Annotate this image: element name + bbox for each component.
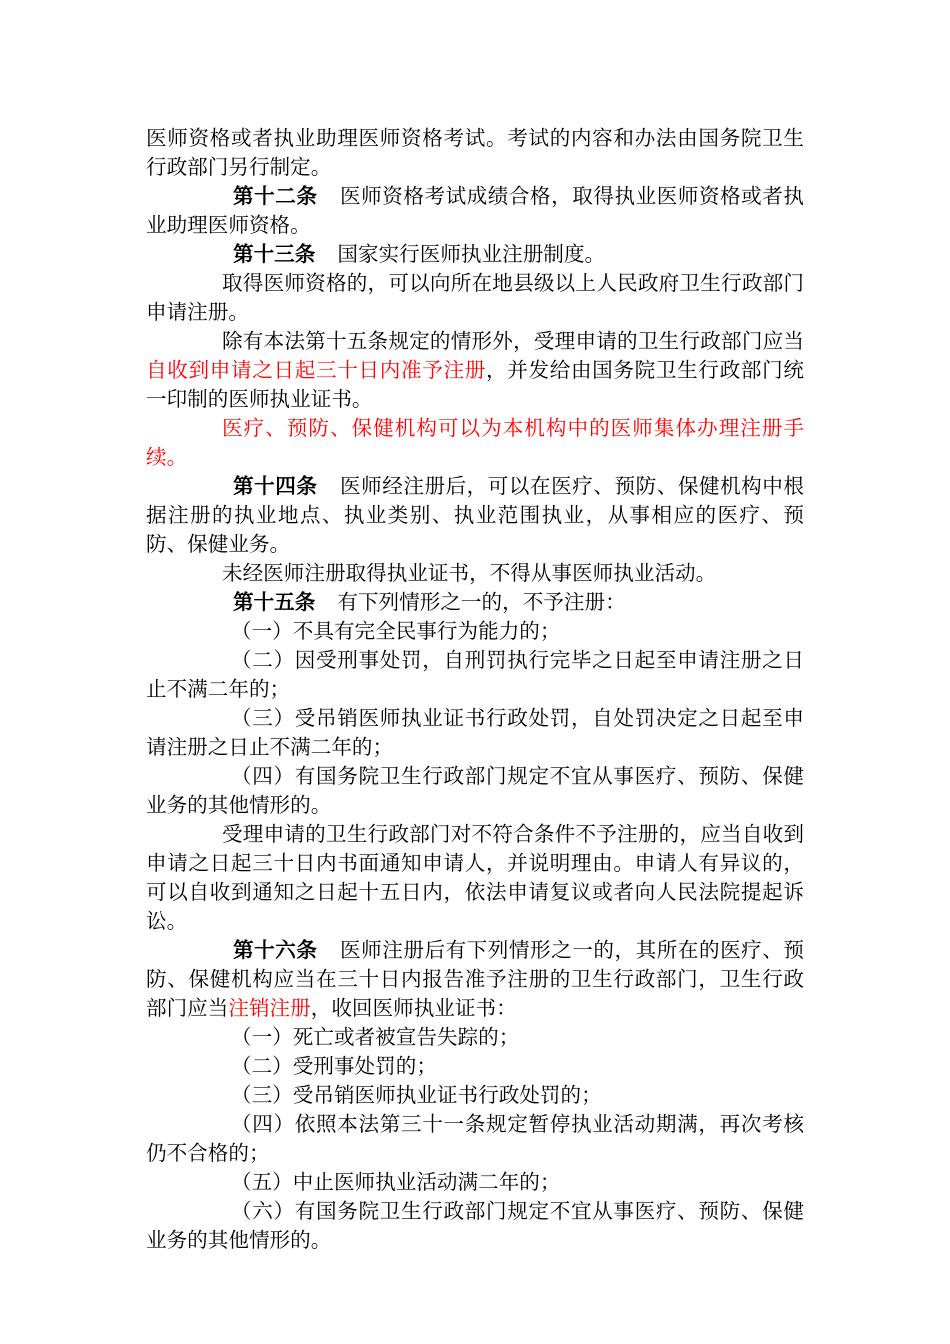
article-16-item-1: （一）死亡或者被宣告失踪的； <box>231 1025 520 1049</box>
article-16-title: 第十六条 <box>233 938 318 962</box>
article-14-paragraph-1: 未经医师注册取得执业证书，不得从事医师执业活动。 <box>222 561 717 585</box>
article-15-item-3: （三）受吊销医师执业证书行政处罚，自处罚决定之日起至申请注册之日止不满二年的； <box>146 706 804 759</box>
article-15-item-4: （四）有国务院卫生行政部门规定不宜从事医疗、预防、保健业务的其他情形的。 <box>146 764 804 817</box>
article-16-item-2: （二）受刑事处罚的； <box>231 1054 437 1078</box>
article-12-text: 医师资格考试成绩合格，取得执业医师资格或者执业助理医师资格。 <box>146 184 805 237</box>
article-13-p2-text-a: 除有本法第十五条规定的情形外，受理申请的卫生行政部门应当 <box>222 329 804 353</box>
article-16-item-3: （三）受吊销医师执业证书行政处罚的； <box>231 1083 602 1107</box>
article-16-text-b: ，收回医师执业证书： <box>310 996 517 1020</box>
article-14-text: 医师经注册后，可以在医疗、预防、保健机构中根据注册的执业地点、执业类别、执业范围执业，从事相应的医疗、预防、保健业务。 <box>146 474 805 556</box>
article-14-title: 第十四条 <box>233 474 318 498</box>
article-16-item-4: （四）依照本法第三十一条规定暂停执业活动期满，再次考核仍不合格的； <box>146 1112 804 1165</box>
article-12 <box>146 182 804 240</box>
article-16 <box>146 936 804 1023</box>
article-15-text: 有下列情形之一的，不予注册： <box>337 590 626 614</box>
article-13-title: 第十三条 <box>233 242 316 266</box>
article-14 <box>146 472 804 559</box>
article-13-paragraph-3-highlight: 医疗、预防、保健机构可以为本机构中的医师集体办理注册手续。 <box>146 416 804 469</box>
article-12-title: 第十二条 <box>233 184 318 208</box>
article-13-paragraph-2 <box>146 327 804 414</box>
article-13-p2-highlight: 自收到申请之日起三十日内准予注册 <box>146 358 486 382</box>
article-15-paragraph-1: 受理申请的卫生行政部门对不符合条件不予注册的，应当自收到申请之日起三十日内书面通知申请人，并说明理由。申请人有异议的，可以自收到通知之日起十五日内，依法申请复议或者向人民法院提起诉讼。 <box>146 822 804 933</box>
article-16-item-5: （五）中止医师执业活动满二年的； <box>231 1170 561 1194</box>
paragraph-continuation: 医师资格或者执业助理医师资格考试。考试的内容和办法由国务院卫生行政部门另行制定。 <box>146 126 804 179</box>
article-16-highlight: 注销注册 <box>228 996 311 1020</box>
article-13 <box>146 240 804 269</box>
article-15-title: 第十五条 <box>233 590 316 614</box>
article-16-text-a: 医师注册后有下列情形之一的，其所在的医疗、预防、保健机构应当在三十日内报告准予注册的卫生行政部门，卫生行政部门应当 <box>146 938 805 1020</box>
article-15 <box>146 588 804 617</box>
article-13-paragraph-1: 取得医师资格的，可以向所在地县级以上人民政府卫生行政部门申请注册。 <box>146 271 804 324</box>
article-13-text: 国家实行医师执业注册制度。 <box>337 242 606 266</box>
article-16-item-6: （六）有国务院卫生行政部门规定不宜从事医疗、预防、保健业务的其他情形的。 <box>146 1199 804 1252</box>
article-15-item-2: （二）因受刑事处罚，自刑罚执行完毕之日起至申请注册之日止不满二年的； <box>146 648 804 701</box>
article-15-item-1: （一）不具有完全民事行为能力的； <box>231 619 561 643</box>
article-13-p2-text-b: ，并发给由国务院卫生行政部门统一印制的医师执业证书。 <box>146 358 805 411</box>
